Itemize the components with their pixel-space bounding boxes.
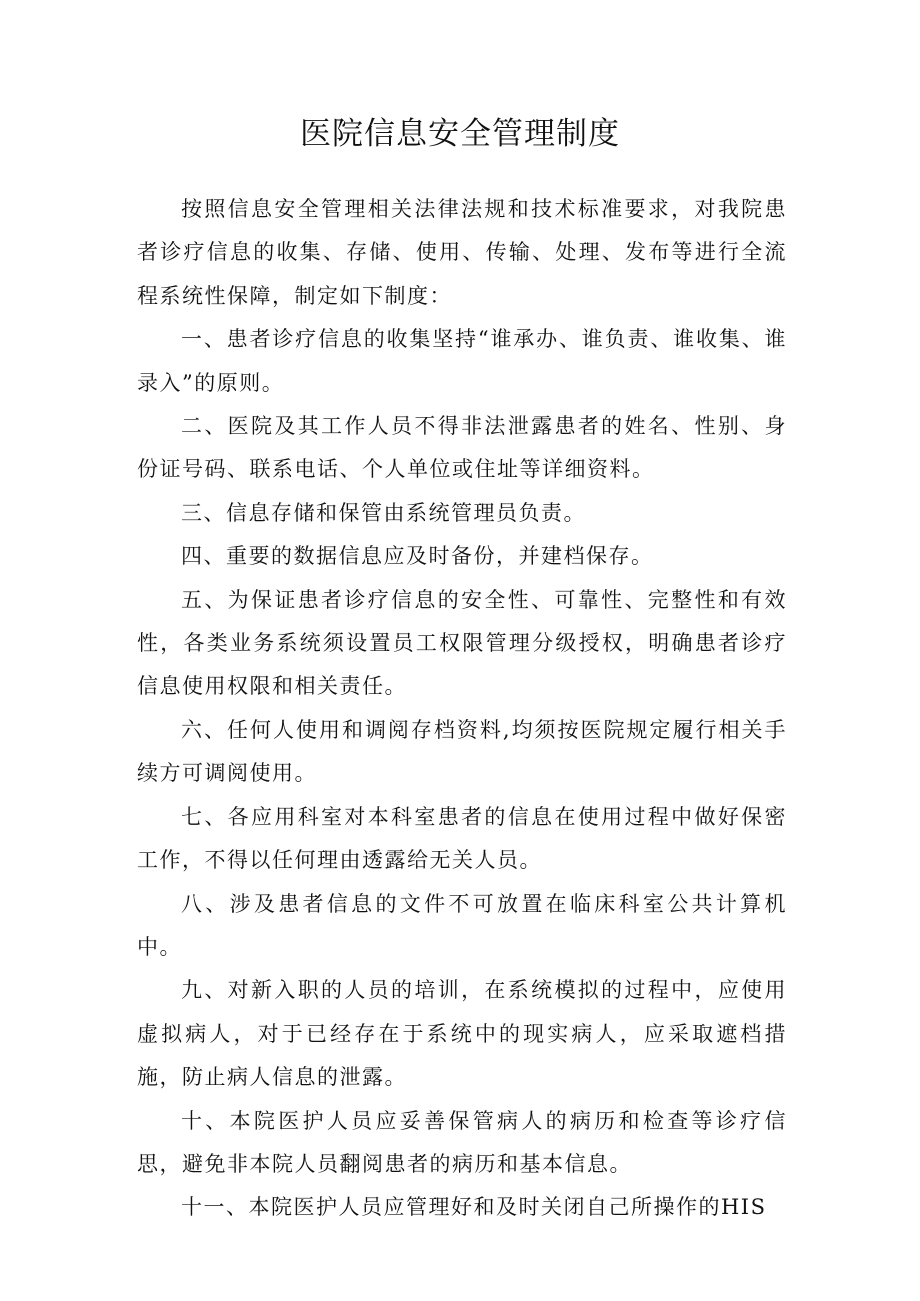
paragraph-item-10: 十、本院医护人员应妥善保管病人的病历和检查等诊疗信思，避免非本院人员翻阅患者的病历和基本信息。: [137, 1108, 787, 1176]
paragraph-item-11: 十一、本院医护人员应管理好和及时关闭自己所操作的HIS: [181, 1195, 767, 1220]
paragraph-item-9: 九、对新入职的人员的培训，在系统模拟的过程中，应使用虚拟病人，对于已经存在于系统中的现实病人，应采取遮档措施，防止病人信息的泄露。: [137, 978, 787, 1090]
paragraph-item-3: 三、信息存储和保管由系统管理员负责。: [181, 500, 586, 525]
paragraph-item-4: 四、重要的数据信息应及时备份，并建档保存。: [181, 544, 654, 569]
paragraph-item-2: 二、医院及其工作人员不得非法泄露患者的姓名、性别、身份证号码、联系电话、个人单位或住址等详细资料。: [137, 414, 787, 482]
document-body: [137, 188, 787, 1230]
paragraph-item-1: 一、患者诊疗信息的收集坚持“谁承办、谁负责、谁收集、谁录入”的原则。: [137, 327, 787, 395]
paragraph-item-6: 六、任何人使用和调阅存档资料,均须按医院规定履行相关手续方可调阅使用。: [137, 717, 787, 786]
paragraph-item-8: 八、涉及患者信息的文件不可放置在临床科室公共计算机中。: [137, 891, 787, 959]
paragraph-intro: 按照信息安全管理相关法律法规和技术标准要求，对我院患者诊疗信息的收集、存储、使用、传输、处理、发布等进行全流程系统性保障，制定如下制度：: [137, 197, 787, 308]
paragraph-item-5: 五、为保证患者诊疗信息的安全性、可靠性、完整性和有效性，各类业务系统须设置员工权限管理分级授权，明确患者诊疗信息使用权限和相关责任。: [137, 587, 787, 699]
paragraph-item-7: 七、各应用科室对本科室患者的信息在使用过程中做好保密工作，不得以任何理由透露给无关人员。: [137, 804, 787, 873]
document-title: 医院信息安全管理制度: [300, 116, 620, 152]
